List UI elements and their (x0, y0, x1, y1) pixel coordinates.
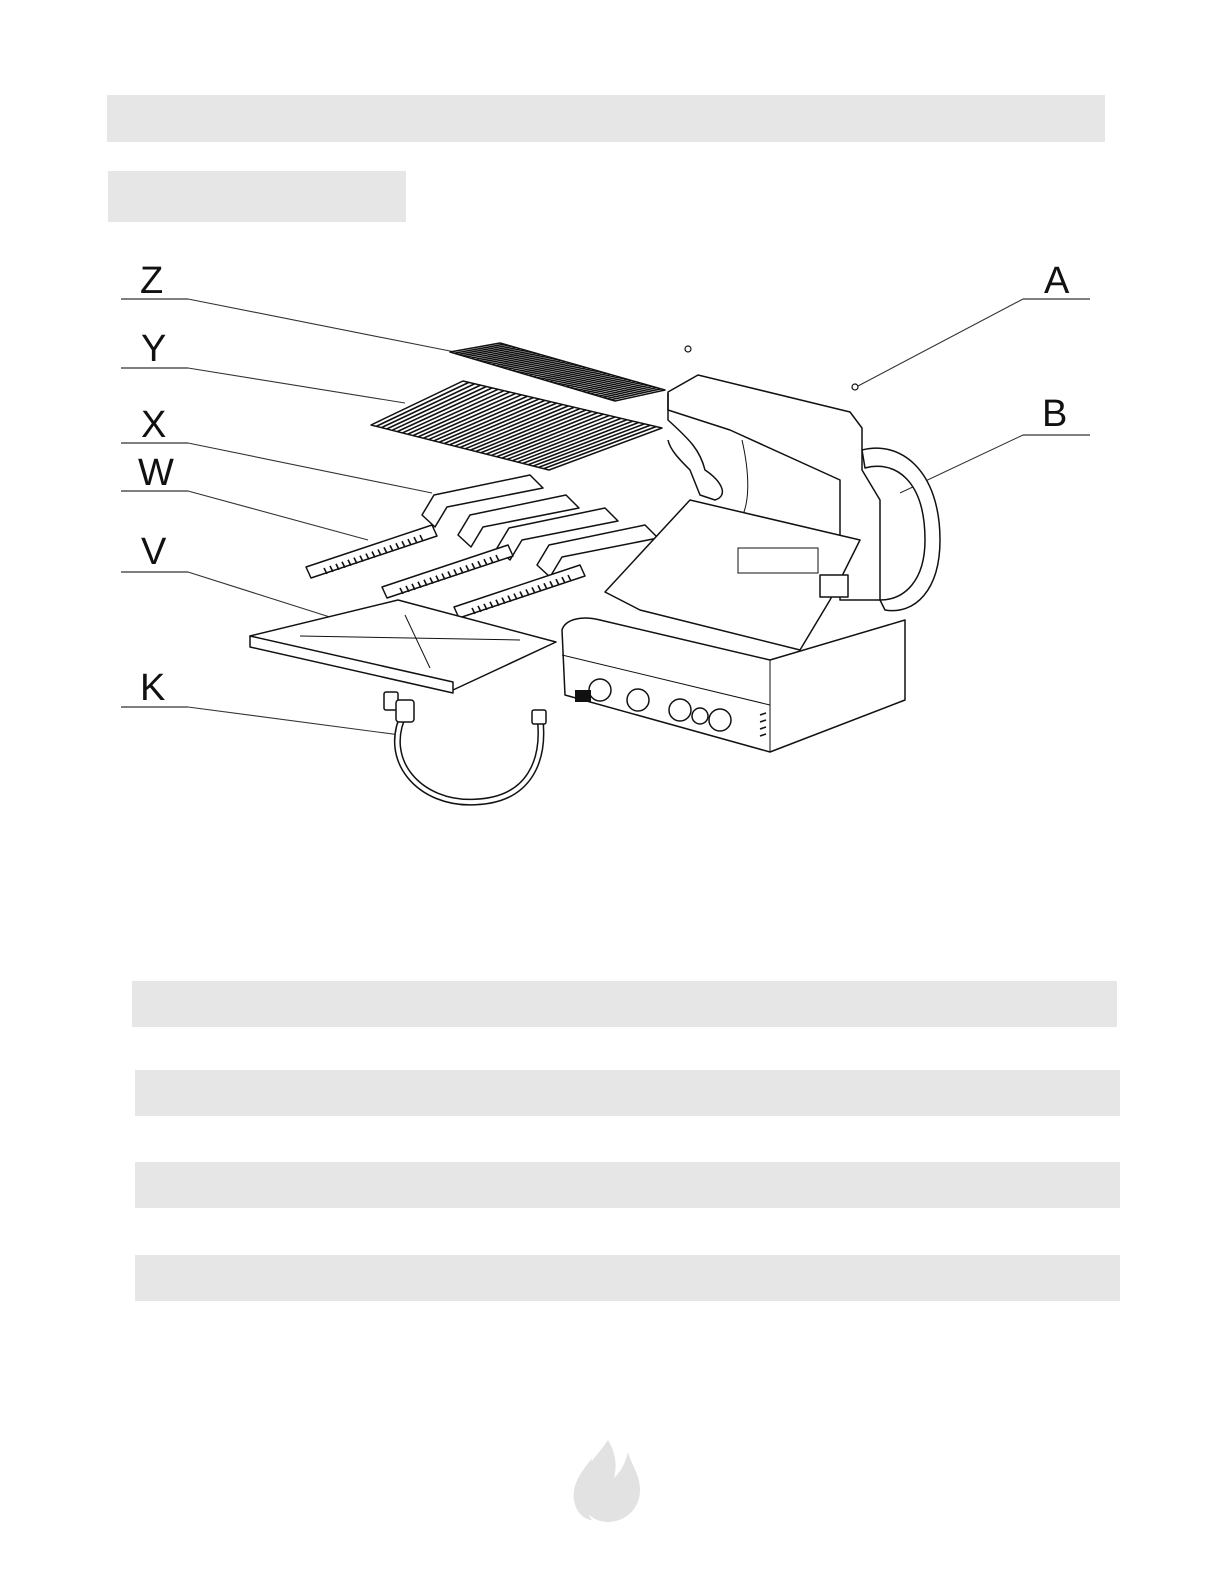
flame-logo-icon (574, 1440, 640, 1522)
label-v (121, 531, 355, 625)
label-y (121, 328, 405, 403)
gas-hose (384, 692, 546, 802)
label-z (121, 260, 455, 352)
svg-text:Z: Z (140, 260, 164, 302)
svg-text:V: V (141, 531, 167, 573)
label-k (121, 667, 400, 735)
svg-text:A: A (1044, 260, 1070, 302)
svg-text:X: X (141, 404, 167, 446)
svg-text:B: B (1042, 393, 1068, 435)
label-w (121, 452, 368, 540)
svg-text:Y: Y (141, 328, 167, 370)
label-b (900, 393, 1090, 493)
label-a (858, 260, 1090, 386)
svg-text:W: W (138, 452, 174, 494)
svg-text:K: K (140, 667, 166, 709)
grease-tray (250, 600, 556, 693)
